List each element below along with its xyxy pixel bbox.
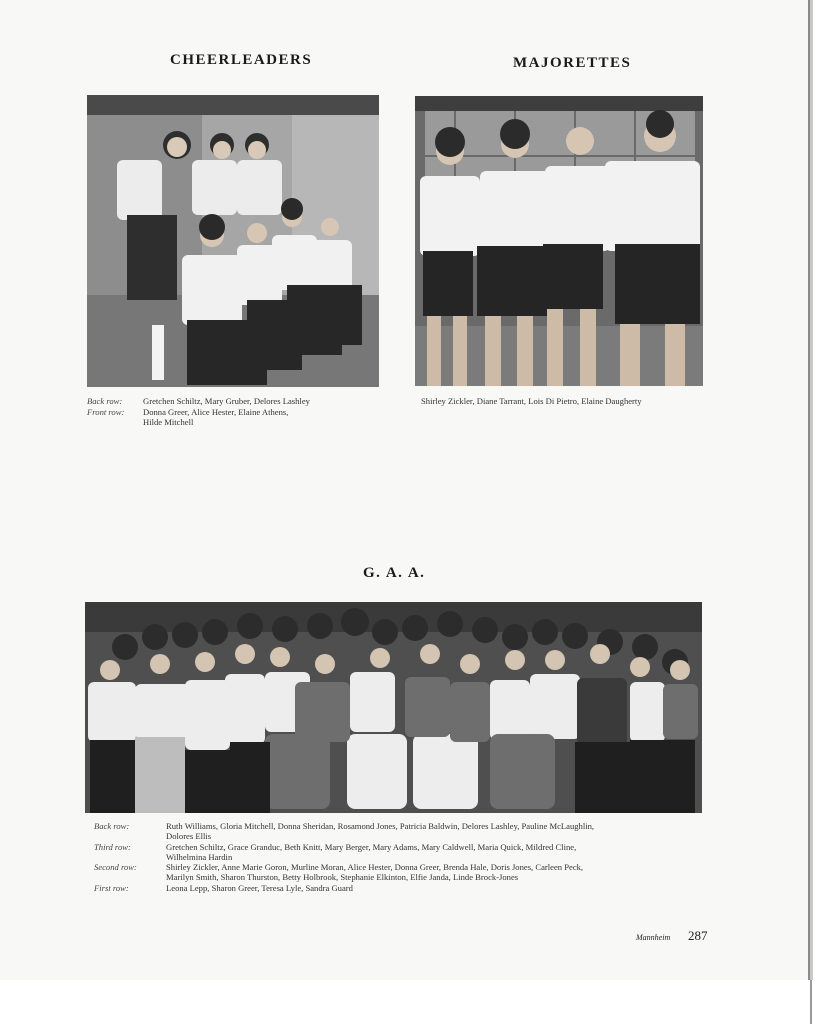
caption-label: Third row: [94,842,131,852]
cheerleaders-photo [87,95,379,387]
cheerleaders-heading: CHEERLEADERS [170,52,313,68]
page-edge [810,980,812,1024]
gaa-caption-third [94,842,714,864]
caption-names-continued: Hilde Mitchell [143,417,194,427]
caption-names: Shirley Zickler, Anne Marie Goron, Murline Moran, Alice Hester, Donna Greer, Brenda Hale, Doris Jones, Carleen Peck, [166,862,584,872]
caption-names-continued: Dolores Ellis [166,831,212,841]
majorettes-photo [415,96,703,386]
caption-names-continued: Marilyn Smith, Sharon Thurston, Betty Holbrook, Stephanie Elkinton, Elfie Janda, Linde Brock-Jones [166,872,519,882]
caption-names-continued: Wilhelmina Hardin [166,852,233,862]
caption-label: Front row: [87,407,125,417]
caption-names: Leona Lepp, Sharon Greer, Teresa Lyle, Sandra Guard [166,883,353,893]
caption-names: Donna Greer, Alice Hester, Elaine Athens, [143,407,289,417]
gaa-caption-first [94,883,714,895]
caption-label: Back row: [87,396,123,406]
majorettes-heading: MAJORETTES [513,55,632,71]
page-number: 287 [688,928,708,943]
caption-names: Shirley Zickler, Diane Tarrant, Lois Di Pietro, Elaine Daugherty [421,396,642,406]
caption-label: Second row: [94,862,137,872]
gaa-caption-back [94,821,714,843]
caption-label: Back row: [94,821,130,831]
gaa-heading: G. A. A. [363,565,426,581]
caption-label: First row: [94,883,129,893]
cheerleaders-caption-front [87,407,387,429]
caption-names: Gretchen Schiltz, Mary Gruber, Delores Lashley [143,396,310,406]
gaa-caption-second [94,862,714,884]
caption-names: Gretchen Schiltz, Grace Granduc, Beth Knitt, Mary Berger, Mary Adams, Mary Caldwell, Maria Quick, Mildred Cline, [166,842,577,852]
caption-names: Ruth Williams, Gloria Mitchell, Donna Sheridan, Rosamond Jones, Patricia Baldwin, Delores Lashley, Pauline McLaughlin, [166,821,595,831]
footer-school-name: Mannheim [636,933,671,942]
majorettes-caption [421,396,711,408]
gaa-photo [85,602,702,813]
